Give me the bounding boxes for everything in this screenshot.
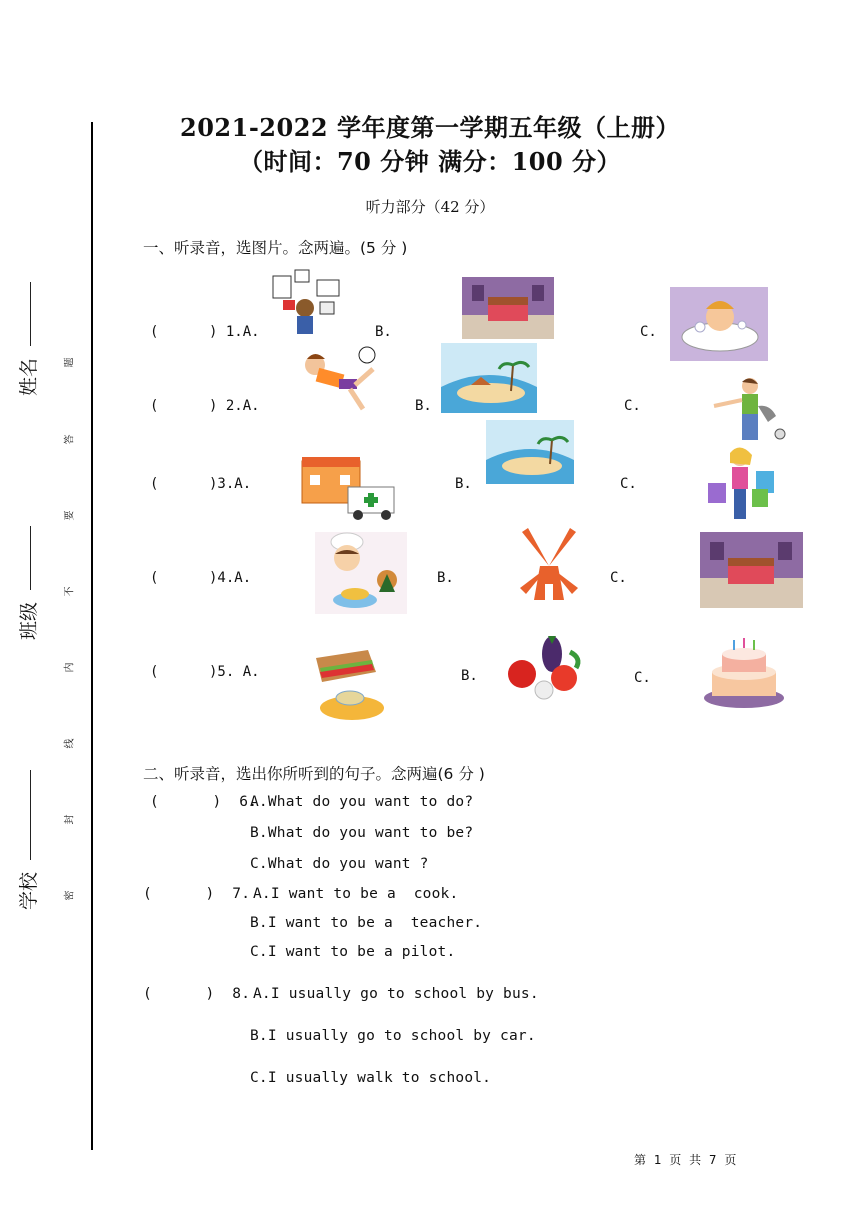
option-b-label: B. bbox=[375, 324, 392, 340]
answer-option-a: A.I usually go to school by bus. bbox=[253, 986, 539, 1002]
girl-cooking-picture[interactable] bbox=[315, 532, 407, 614]
question-number: ( ) 6. bbox=[150, 794, 258, 810]
section2-heading: 二、听录音，选出你所听到的句子。念两遍(6 分 ) bbox=[143, 765, 485, 783]
hospital-ambulance-picture[interactable] bbox=[298, 453, 398, 523]
option-c-label: C. bbox=[620, 476, 637, 492]
answer-option-c: C.I want to be a pilot. bbox=[250, 944, 456, 960]
answer-option-b: B.I want to be a teacher. bbox=[250, 915, 483, 931]
question-number: ( ) 1.A. bbox=[150, 324, 260, 340]
question-number: ( )5. A. bbox=[150, 664, 260, 680]
section1-heading: 一、听录音，选图片。念两遍。(5 分 ) bbox=[143, 239, 408, 257]
page-number: 第 1 页 共 7 页 bbox=[634, 1153, 737, 1167]
seal-char: 密 bbox=[64, 890, 76, 901]
woman-watering-picture[interactable] bbox=[706, 376, 790, 446]
name-label: 姓名 bbox=[18, 357, 40, 396]
robot-toys-picture[interactable] bbox=[265, 268, 347, 338]
bedroom-picture[interactable] bbox=[462, 277, 554, 339]
question-number: ( ) 7. bbox=[143, 886, 251, 902]
bedroom-picture[interactable] bbox=[700, 532, 803, 608]
question-number: ( )3.A. bbox=[150, 476, 252, 492]
part-heading: 听力部分（42 分） bbox=[365, 198, 495, 216]
answer-option-b: B.I usually go to school by car. bbox=[250, 1028, 536, 1044]
seal-char: 答 bbox=[64, 434, 76, 445]
option-b-label: B. bbox=[437, 570, 454, 586]
binding-line bbox=[91, 122, 93, 1150]
class-blank bbox=[30, 526, 31, 590]
option-c-label: C. bbox=[624, 398, 641, 414]
exam-title: 2021-2022 学年度第一学期五年级（上册） bbox=[180, 113, 680, 142]
bathtub-kid-picture[interactable] bbox=[670, 287, 768, 361]
exam-subtitle: （时间：70 分钟 满分：100 分） bbox=[238, 147, 622, 176]
vegetables-picture[interactable] bbox=[500, 632, 584, 702]
class-label: 班级 bbox=[18, 601, 40, 640]
question-number: ( )4.A. bbox=[150, 570, 252, 586]
option-c-label: C. bbox=[610, 570, 627, 586]
question-number: ( ) 8. bbox=[143, 986, 251, 1002]
option-c-label: C. bbox=[640, 324, 657, 340]
answer-option-c: C.What do you want ? bbox=[250, 856, 429, 872]
shopping-woman-picture[interactable] bbox=[704, 445, 780, 523]
option-b-label: B. bbox=[415, 398, 432, 414]
beach-island-picture[interactable] bbox=[441, 343, 537, 413]
seal-char: 题 bbox=[64, 357, 76, 368]
answer-option-c: C.I usually walk to school. bbox=[250, 1070, 492, 1086]
answer-option-b: B.What do you want to be? bbox=[250, 825, 474, 841]
school-blank bbox=[30, 770, 31, 860]
seal-char: 要 bbox=[64, 510, 76, 521]
name-blank bbox=[30, 282, 31, 346]
answer-option-a: A.I want to be a cook. bbox=[253, 886, 459, 902]
boy-kicking-ball-picture[interactable] bbox=[295, 345, 385, 415]
windmill-picture[interactable] bbox=[516, 526, 582, 602]
seal-char: 封 bbox=[64, 814, 76, 825]
seal-char: 内 bbox=[64, 662, 76, 673]
beach-island-picture[interactable] bbox=[486, 420, 574, 484]
question-number: ( ) 2.A. bbox=[150, 398, 260, 414]
seal-char: 线 bbox=[64, 738, 76, 749]
school-label: 学校 bbox=[18, 871, 40, 910]
answer-option-a: A.What do you want to do? bbox=[250, 794, 474, 810]
sandwich-chips-picture[interactable] bbox=[310, 648, 394, 724]
option-b-label: B. bbox=[461, 668, 478, 684]
seal-char: 不 bbox=[64, 586, 76, 597]
option-c-label: C. bbox=[634, 670, 651, 686]
option-b-label: B. bbox=[455, 476, 472, 492]
birthday-cake-picture[interactable] bbox=[702, 636, 786, 712]
